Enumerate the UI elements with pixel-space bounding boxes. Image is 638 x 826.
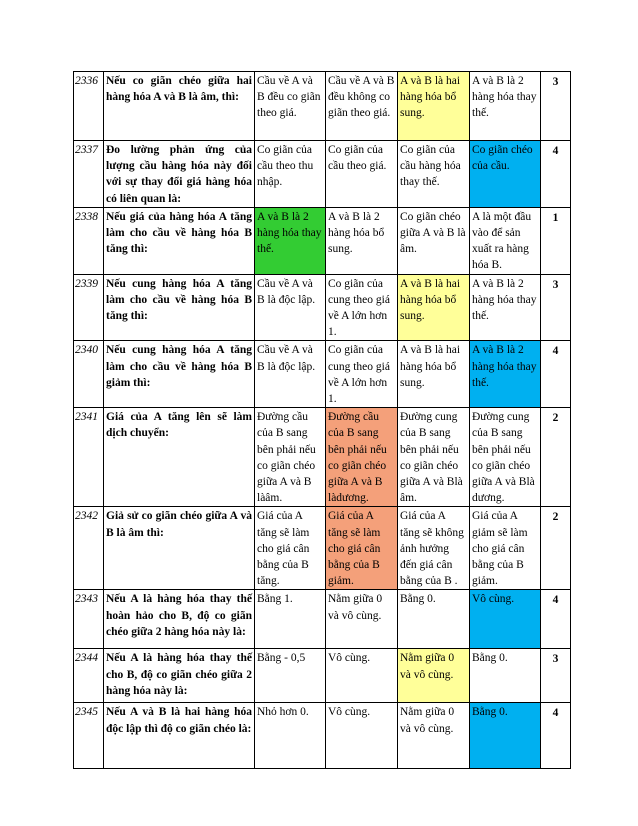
- option-1: Bằng - 0,5: [255, 649, 326, 703]
- question-number: 2337: [74, 141, 104, 208]
- option-1: Giá của A tăng sẽ làm cho giá cân bằng của B tăng.: [255, 507, 326, 590]
- option-4-highlighted: A và B là 2 hàng hóa thay thế.: [470, 341, 541, 408]
- question-text: Đo lường phản ứng của lượng cầu hàng hóa này đối với sự thay đổi giá hàng hóa có liên quan là:: [104, 141, 255, 208]
- question-row: [74, 72, 571, 141]
- option-1: Co giãn của cầu theo thu nhập.: [255, 141, 326, 208]
- option-3: Giá của A tăng sẽ không ảnh hưởng đến giá cân bằng của B .: [398, 507, 470, 590]
- answer-key: 2: [541, 408, 571, 507]
- question-number: 2342: [74, 507, 104, 590]
- answer-key: 1: [541, 207, 571, 274]
- question-text: Nếu A là hàng hóa thay thế cho B, độ co giãn chéo giữa 2 hàng hóa này là:: [104, 649, 255, 703]
- option-3: Co giãn của cầu hàng hóa thay thế.: [398, 141, 470, 208]
- option-1: Nhỏ hơn 0.: [255, 703, 326, 769]
- option-1: Đường cầu của B sang bên phải nếu co giãn chéo giữa A và B làâm.: [255, 408, 326, 507]
- answer-key: 4: [541, 590, 571, 649]
- option-4: A và B là 2 hàng hóa thay thế.: [470, 274, 541, 341]
- option-4: Bằng 0.: [470, 649, 541, 703]
- option-3: A và B là hai hàng hóa bổ sung.: [398, 341, 470, 408]
- option-3: Đường cung của B sang bên phải nếu co giãn chéo giữa A và Blà âm.: [398, 408, 470, 507]
- question-text: Giả sử co giãn chéo giữa A và B là âm thì:: [104, 507, 255, 590]
- option-2: Nằm giữa 0 và vô cùng.: [326, 590, 398, 649]
- question-text: Nếu giá của hàng hóa A tăng làm cho cầu về hàng hóa B tăng thì:: [104, 207, 255, 274]
- question-number: 2343: [74, 590, 104, 649]
- option-3: Bằng 0.: [398, 590, 470, 649]
- question-number: 2341: [74, 408, 104, 507]
- option-1: Cầu về A và B là độc lập.: [255, 274, 326, 341]
- option-2: Co giãn của cung theo giá về A lớn hơn 1.: [326, 341, 398, 408]
- option-1: Cầu về A và B đều co giãn theo giá.: [255, 72, 326, 141]
- question-number: 2339: [74, 274, 104, 341]
- option-3: Nằm giữa 0 và vô cùng.: [398, 703, 470, 769]
- option-1-highlighted: A và B là 2 hàng hóa thay thế.: [255, 207, 326, 274]
- answer-key: 4: [541, 141, 571, 208]
- option-2: Cầu về A và B đều không co giãn theo giá.: [326, 72, 398, 141]
- option-2: Co giãn của cầu theo giá.: [326, 141, 398, 208]
- question-row: [74, 207, 571, 274]
- option-4: A và B là 2 hàng hóa thay thế.: [470, 72, 541, 141]
- question-number: 2344: [74, 649, 104, 703]
- answer-key: 2: [541, 507, 571, 590]
- option-3: Co giãn chéo giữa A và B là âm.: [398, 207, 470, 274]
- question-rows: [74, 72, 571, 769]
- option-4: A là một đầu vào để sản xuất ra hàng hóa B.: [470, 207, 541, 274]
- option-3-highlighted: A và B là hai hàng hóa bổ sung.: [398, 72, 470, 141]
- option-1: Bằng 1.: [255, 590, 326, 649]
- option-3-highlighted: Nằm giữa 0 và vô cùng.: [398, 649, 470, 703]
- question-table: [73, 71, 571, 769]
- answer-key: 3: [541, 72, 571, 141]
- question-text: Nếu A là hàng hóa thay thế hoàn hảo cho B, độ co giãn chéo giữa 2 hàng hóa này là:: [104, 590, 255, 649]
- option-4-highlighted: Vô cùng.: [470, 590, 541, 649]
- question-row: [74, 408, 571, 507]
- option-2: A và B là 2 hàng hóa bổ sung.: [326, 207, 398, 274]
- question-row: [74, 703, 571, 769]
- option-1: Cầu về A và B là độc lập.: [255, 341, 326, 408]
- answer-key: 3: [541, 274, 571, 341]
- question-number: 2345: [74, 703, 104, 769]
- question-row: [74, 341, 571, 408]
- option-2-highlighted: Đường cầu của B sang bên phải nếu co giãn chéo giữa A và B làdương.: [326, 408, 398, 507]
- question-row: [74, 590, 571, 649]
- question-text: Nếu A và B là hai hàng hóa độc lập thì độ co giãn chéo là:: [104, 703, 255, 769]
- answer-key: 4: [541, 341, 571, 408]
- answer-key: 3: [541, 649, 571, 703]
- answer-key: 4: [541, 703, 571, 769]
- option-2-highlighted: Giá của A tăng sẽ làm cho giá cân bằng của B giảm.: [326, 507, 398, 590]
- question-number: 2338: [74, 207, 104, 274]
- question-row: [74, 507, 571, 590]
- question-text: Nếu co giãn chéo giữa hai hàng hóa A và B là âm, thì:: [104, 72, 255, 141]
- question-text: Giá của A tăng lên sẽ làm dịch chuyển:: [104, 408, 255, 507]
- option-4: Đường cung của B sang bên phải nếu co giãn chéo giữa A và Blà dương.: [470, 408, 541, 507]
- question-number: 2336: [74, 72, 104, 141]
- question-text: Nếu cung hàng hóa A tăng làm cho cầu về hàng hóa B tăng thì:: [104, 274, 255, 341]
- option-4: Giá của A giảm sẽ làm cho giá cân bằng của B giảm.: [470, 507, 541, 590]
- option-2: Vô cùng.: [326, 649, 398, 703]
- question-text: Nếu cung hàng hóa A tăng làm cho cầu về hàng hóa B giảm thì:: [104, 341, 255, 408]
- question-row: [74, 141, 571, 208]
- option-4-highlighted: Bằng 0.: [470, 703, 541, 769]
- question-row: [74, 649, 571, 703]
- question-row: [74, 274, 571, 341]
- option-2: Co giãn của cung theo giá về A lớn hơn 1.: [326, 274, 398, 341]
- question-number: 2340: [74, 341, 104, 408]
- option-2: Vô cùng.: [326, 703, 398, 769]
- option-3-highlighted: A và B là hai hàng hóa bổ sung.: [398, 274, 470, 341]
- option-4-highlighted: Co giãn chéo của cầu.: [470, 141, 541, 208]
